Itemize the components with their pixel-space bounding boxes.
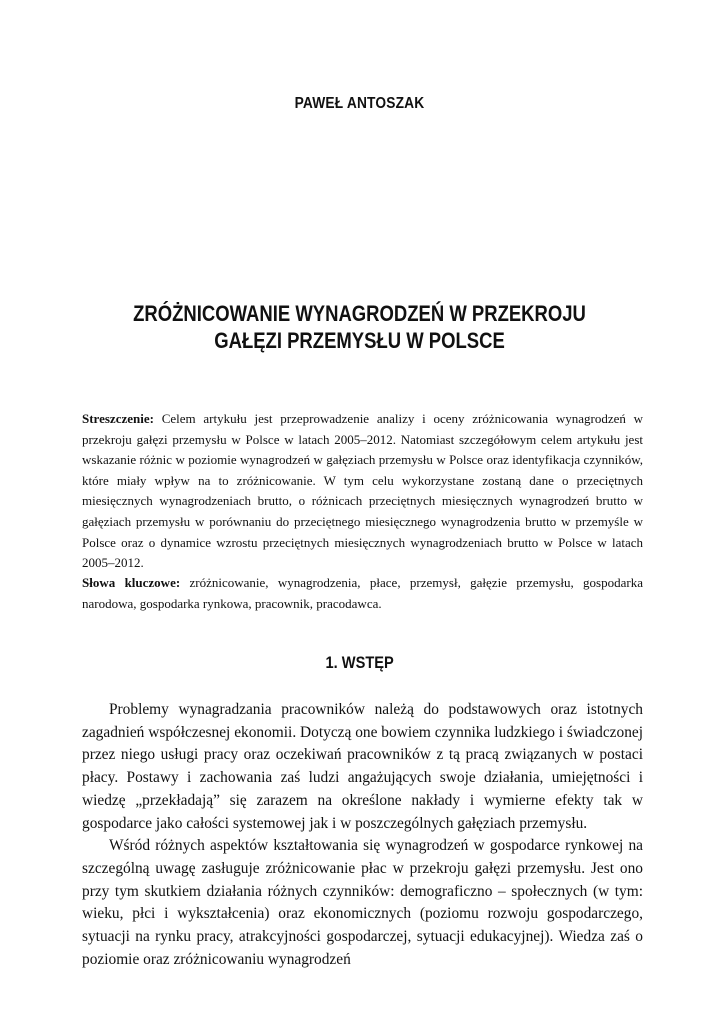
article-title-line-2: GAŁĘZI PRZEMYSŁU W POLSCE [214,328,505,353]
section-heading-text: 1. WSTĘP [325,653,394,672]
abstract-text: Celem artykułu jest przeprowadzenie analizy i oceny zróżnicowania wynagrodzeń w przekroju gałęzi przemysłu w Polsce w latach 2005–2012. Natomiast szczegółowym celem artykułu jest wskazanie różnic w poziomie wynagrodzeń w gałęziach przemysłu w Polsce oraz identyfikacja czynników, które miały wpływ na to zróżnicowanie. W tym celu wykorzystane zostaną dane o przeciętnych miesięcznych wynagrodzeniach brutto, o różnicach przeciętnych miesięcznych wynagrodzeń brutto w gałęziach przemysłu w porównaniu do przeciętnego miesięcznego wynagrodzenia brutto w przemyśle w Polsce oraz o dynamice wzrostu przeciętnych miesięcznych wynagrodzeniach brutto w Polsce w latach 2005–2012. [82,411,644,571]
author-name: PAWEŁ ANTOSZAK [294,95,425,112]
paragraph: Problemy wynagradzania pracowników należą do podstawowych oraz istotnych zagadnień współczesnej ekonomii. Dotyczą one bowiem czynnika ludzkiego i świadczonej przez niego usługi pracy oraz oczekiwań pracowników z tą pracą związanych w postaci płacy. Postawy i zachowania zaś ludzi angażujących swoje działania, umiejętności i wiedzę „przekładają” się zarazem na określone nakłady i wymierne efekty tak w gospodarce jako całości systemowej jak i w poszczególnych gałęziach przemysłu. [82,701,643,832]
paragraph: Wśród różnych aspektów kształtowania się wynagrodzeń w gospodarce rynkowej na szczególną uwagę zasługuje zróżnicowanie płac w przekroju gałęzi przemysłu. Jest ono przy tym skutkiem działania różnych czynników: demograficzno – społecznych (w tym: wieku, płci i wykształcenia) oraz ekonomicznych (poziomu rozwoju gospodarczego, sytuacji na rynku pracy, atrakcyjności gospodarczej, sytuacji edukacyjnej). Wiedza zaś o poziomie oraz zróżnicowaniu wynagrodzeń [82,837,643,968]
section-heading [0,653,719,673]
body-text [82,699,643,971]
abstract-label: Streszczenie: [82,411,154,426]
keywords-label: Słowa kluczowe: [82,575,181,590]
abstract [82,409,643,574]
keywords-text: zróżnicowanie, wynagrodzenia, płace, przemysł, gałęzie przemysłu, gospodarka narodowa, gospodarka rynkowa, pracownik, pracodawca. [82,575,643,611]
article-title-line-1: ZRÓŻNICOWANIE WYNAGRODZEŃ W PRZEKROJU [133,301,586,326]
keywords [82,573,643,614]
article-title [0,300,719,354]
